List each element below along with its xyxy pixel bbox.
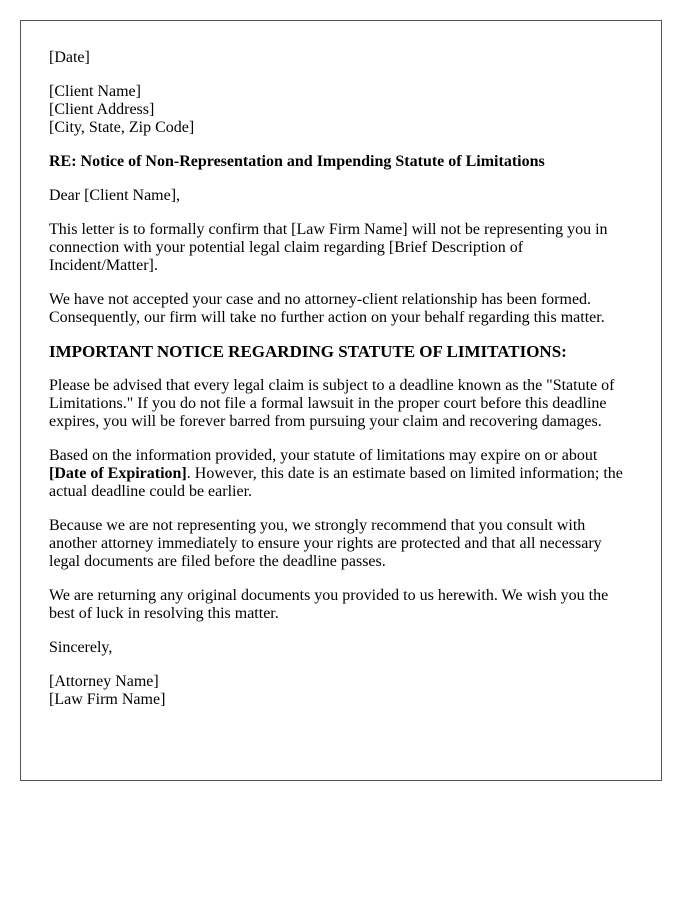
firm-name: [Law Firm Name] bbox=[49, 691, 166, 708]
letter bbox=[20, 20, 662, 781]
recipient-city: [City, State, Zip Code] bbox=[49, 119, 195, 136]
paragraph-statute-explanation: Please be advised that every legal claim is subject to a deadline known as the "Statute of Limitations." If you do not file a formal lawsuit in the proper court before this deadline expires, you will be forever barred from pursuing your claim and recovering damages. bbox=[49, 377, 615, 430]
paragraph-no-relationship: We have not accepted your case and no attorney-client relationship has been formed. Consequently, our firm will take no further action on your behalf regarding this matter. bbox=[49, 291, 605, 326]
subject-line: RE: Notice of Non-Representation and Impending Statute of Limitations bbox=[49, 153, 545, 170]
letter-date: [Date] bbox=[49, 49, 90, 66]
expiration-text-before: Based on the information provided, your statute of limitations may expire on or about bbox=[49, 447, 598, 464]
recipient-name: [Client Name] bbox=[49, 83, 141, 100]
paragraph-returning-documents: We are returning any original documents you provided to us herewith. We wish you the best of luck in resolving this matter. bbox=[49, 587, 609, 622]
paragraph-non-representation: This letter is to formally confirm that [Law Firm Name] will not be representing you in connection with your potential legal claim regarding [Brief Description of Incident/Matter]. bbox=[49, 221, 608, 274]
attorney-name: [Attorney Name] bbox=[49, 673, 159, 690]
paragraph-expiration-date bbox=[49, 447, 634, 501]
recipient-address: [Client Address] bbox=[49, 101, 155, 118]
paragraph-recommendation: Because we are not representing you, we strongly recommend that you consult with another attorney immediately to ensure your rights are protected and that all necessary legal documents are filed before the deadline passes. bbox=[49, 517, 602, 570]
closing: Sincerely, bbox=[49, 639, 113, 656]
expiration-date: [Date of Expiration] bbox=[49, 465, 187, 482]
expiration-text-after: . However, this date is an estimate based on limited information; the actual deadline could be earlier. bbox=[49, 465, 623, 500]
notice-heading: IMPORTANT NOTICE REGARDING STATUTE OF LIMITATIONS: bbox=[49, 342, 567, 361]
signature-block bbox=[49, 673, 634, 709]
salutation: Dear [Client Name], bbox=[49, 187, 181, 204]
recipient-address-block bbox=[49, 83, 634, 137]
